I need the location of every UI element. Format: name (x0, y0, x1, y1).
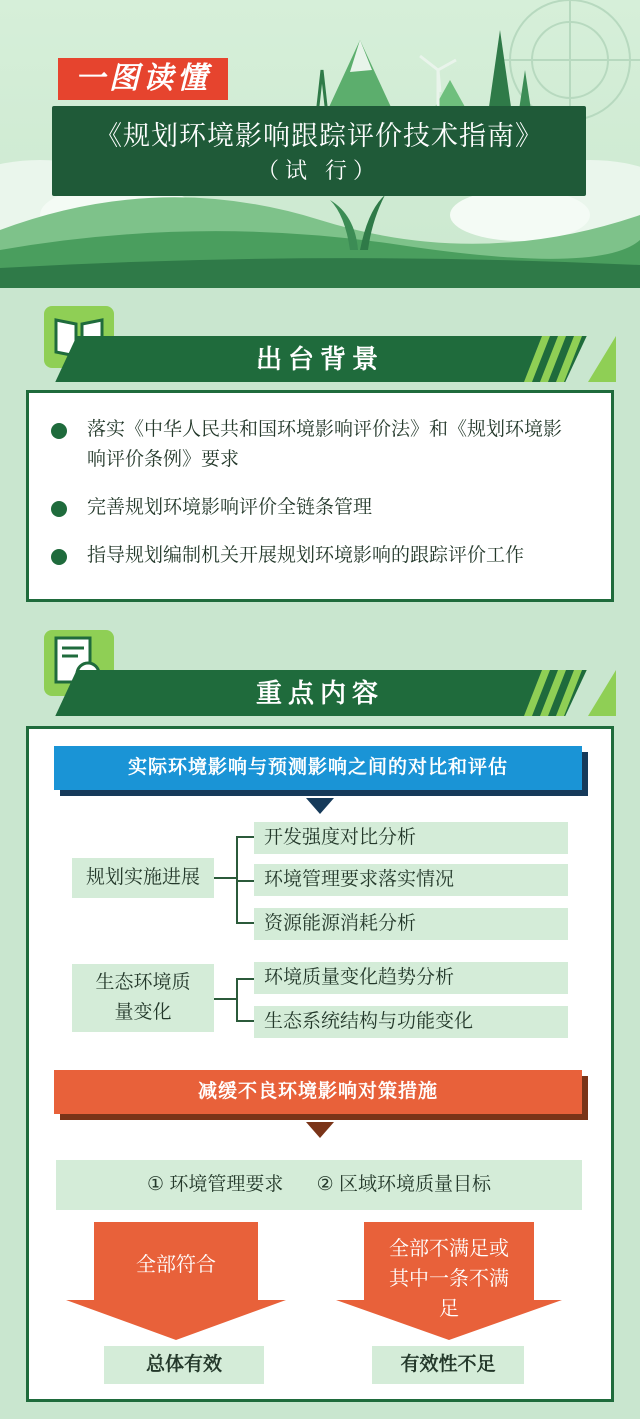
outcome-result-right: 有效性不足 (372, 1346, 524, 1384)
list-item: 生态系统结构与功能变化 (254, 1006, 568, 1038)
list-item: 资源能源消耗分析 (254, 908, 568, 940)
hero-header (0, 0, 640, 288)
list-item: 指导规划编制机关开展规划环境影响的跟踪评价工作 (51, 541, 577, 571)
list-item: 落实《中华人民共和国环境影响评价法》和《规划环境影响评价条例》要求 (51, 415, 577, 475)
list-item: 环境质量变化趋势分析 (254, 962, 568, 994)
background-box (26, 390, 614, 602)
down-arrow-icon (306, 798, 334, 814)
page-title: 《规划环境影响跟踪评价技术指南》 (95, 121, 543, 151)
list-item: 完善规划环境影响评价全链条管理 (51, 493, 577, 523)
group-label-progress: 规划实施进展 (72, 858, 214, 898)
bullet-icon (51, 549, 67, 565)
section-header-key (26, 656, 616, 720)
bullet-icon (51, 501, 67, 517)
title-banner (52, 106, 586, 196)
down-arrow-icon (306, 1122, 334, 1138)
conditions-box (56, 1160, 582, 1210)
outcome-condition-left: 全部符合 (136, 1254, 216, 1276)
outcome-arrow-right (336, 1222, 562, 1340)
condition-item: ② 区域环境质量目标 (316, 1174, 491, 1195)
hero-tag: 一图读懂 (58, 58, 228, 100)
list-item: 环境管理要求落实情况 (254, 864, 568, 896)
group-label-ecology: 生态环境质量变化 (72, 964, 214, 1032)
section-header-background (26, 322, 616, 386)
list-item: 开发强度对比分析 (254, 822, 568, 854)
condition-item: ① 环境管理要求 (147, 1174, 284, 1195)
page-subtitle: （试 行） (256, 158, 382, 183)
bullet-icon (51, 423, 67, 439)
outcome-result-left: 总体有效 (104, 1346, 264, 1384)
outcome-condition-right: 全部不满足或其中一条不满足 (389, 1238, 509, 1320)
outcome-arrow-left (66, 1222, 286, 1340)
bracket (236, 978, 254, 1022)
section-title-key: 重点内容 (255, 678, 384, 708)
measures-banner: 减缓不良环境影响对策措施 (54, 1070, 582, 1114)
comparison-banner: 实际环境影响与预测影响之间的对比和评估 (54, 746, 582, 790)
section-title-background: 出台背景 (255, 344, 384, 374)
